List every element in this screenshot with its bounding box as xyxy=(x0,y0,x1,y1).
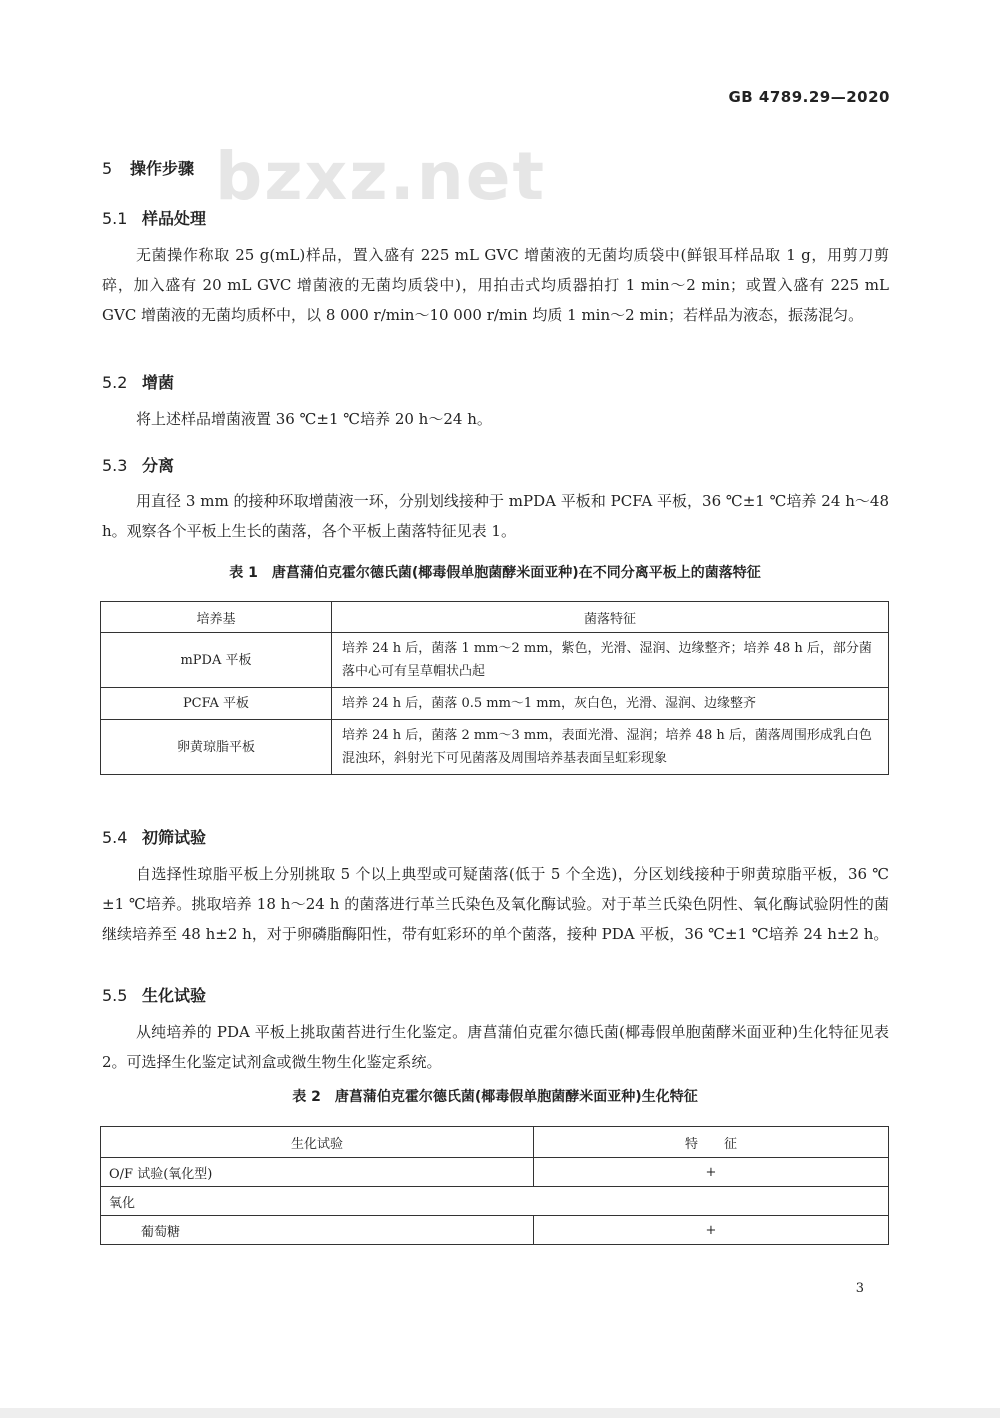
section-heading-5-4 xyxy=(102,825,206,848)
section-title: 增菌 xyxy=(142,373,175,392)
standard-code: GB 4789.29—2020 xyxy=(728,88,890,106)
test-cell: O/F 试验(氧化型) xyxy=(101,1158,534,1187)
section-title: 初筛试验 xyxy=(142,828,207,847)
section-5-5-text: 从纯培养的 PDA 平板上挑取菌苔进行生化鉴定。唐菖蒲伯克霍尔德氏菌(椰毒假单胞菌酵米面亚种)生化特征见表 2。可选择生化鉴定试剂盒或微生物生化鉴定系统。 xyxy=(102,1023,889,1071)
section-number: 5.4 xyxy=(102,828,128,847)
table-header-cell: 菌落特征 xyxy=(332,602,889,633)
result-cell: + xyxy=(534,1216,889,1245)
table-header-row xyxy=(101,1127,889,1158)
section-heading-5 xyxy=(102,156,194,179)
section-5-4-text: 自选择性琼脂平板上分别挑取 5 个以上典型或可疑菌落(低于 5 个全选)，分区划线接种于卵黄琼脂平板，36 ℃±1 ℃培养。挑取培养 18 h～24 h 的菌落进行革兰氏染色及氧化酶试验。对于革兰氏染色阴性、氧化酶试验阴性的菌继续培养至 48 h±2 h，对于卵磷脂酶阳性，带有虹彩环的单个菌落，接种 PDA 平板，36 ℃±1 ℃培养 24 h±2 h。 xyxy=(102,865,889,943)
table-1-title: 表 1 唐菖蒲伯克霍尔德氏菌(椰毒假单胞菌酵米面亚种)在不同分离平板上的菌落特征 xyxy=(229,565,761,581)
feature-cell: 培养 24 h 后，菌落 0.5 mm～1 mm，灰白色，光滑、湿润、边缘整齐 xyxy=(332,688,889,720)
section-title: 样品处理 xyxy=(142,209,207,228)
section-5-1-text: 无菌操作称取 25 g(mL)样品，置入盛有 225 mL GVC 增菌液的无菌均质袋中(鲜银耳样品取 1 g，用剪刀剪碎，加入盛有 20 mL GVC 增菌液的无菌均质袋中)，用拍击式均质器拍打 1 min～2 min；或置入盛有 225 mL GVC 增菌液的无菌均质杯中，以 8 000 r/min～10 000 r/min 均质 1 min～2 min；若样品为液态，振荡混匀。 xyxy=(102,246,889,324)
feature-cell: 培养 24 h 后，菌落 2 mm～3 mm，表面光滑、湿润；培养 48 h 后，菌落周围形成乳白色混浊环，斜射光下可见菌落及周围培养基表面呈虹彩现象 xyxy=(332,720,889,775)
section-5-2-text: 将上述样品增菌液置 36 ℃±1 ℃培养 20 h～24 h。 xyxy=(136,410,492,428)
table-row xyxy=(101,1187,889,1216)
table-header-cell: 生化试验 xyxy=(101,1127,534,1158)
medium-cell: PCFA 平板 xyxy=(101,688,332,720)
table-row xyxy=(101,720,889,775)
section-number: 5 xyxy=(102,159,113,178)
medium-cell: mPDA 平板 xyxy=(101,633,332,688)
medium-cell: 卵黄琼脂平板 xyxy=(101,720,332,775)
watermark: bzxz.net xyxy=(215,138,547,215)
table-2-title: 表 2 唐菖蒲伯克霍尔德氏菌(椰毒假单胞菌酵米面亚种)生化特征 xyxy=(292,1089,698,1105)
section-5-3-text: 用直径 3 mm 的接种环取增菌液一环，分别划线接种于 mPDA 平板和 PCFA 平板，36 ℃±1 ℃培养 24 h～48 h。观察各个平板上生长的菌落，各个平板上菌落特征见表 1。 xyxy=(102,492,889,540)
section-number: 5.5 xyxy=(102,986,128,1005)
section-heading-5-5 xyxy=(102,983,206,1006)
result-cell: + xyxy=(534,1158,889,1187)
section-title: 生化试验 xyxy=(142,986,207,1005)
page-number: 3 xyxy=(855,1281,864,1296)
section-number: 5.3 xyxy=(102,456,128,475)
section-number: 5.1 xyxy=(102,209,128,228)
section-number: 5.2 xyxy=(102,373,128,392)
feature-cell: 培养 24 h 后，菌落 1 mm～2 mm，紫色，光滑、湿润、边缘整齐；培养 48 h 后，部分菌落中心可有呈草帽状凸起 xyxy=(332,633,889,688)
table-row xyxy=(101,688,889,720)
test-cell: 葡萄糖 xyxy=(101,1216,534,1245)
section-title: 操作步骤 xyxy=(130,159,195,178)
table-row xyxy=(101,1216,889,1245)
table-2 xyxy=(100,1126,889,1245)
section-heading-5-3 xyxy=(102,453,174,476)
section-heading-5-1 xyxy=(102,206,206,229)
table-row xyxy=(101,633,889,688)
section-title: 分离 xyxy=(142,456,175,475)
table-header-cell: 培养基 xyxy=(101,602,332,633)
table-header-row xyxy=(101,602,889,633)
table-row xyxy=(101,1158,889,1187)
table-1 xyxy=(100,601,889,775)
page-edge xyxy=(0,1408,1000,1418)
table-header-cell: 特 征 xyxy=(534,1127,889,1158)
test-group-cell: 氧化 xyxy=(101,1187,889,1216)
section-heading-5-2 xyxy=(102,370,174,393)
